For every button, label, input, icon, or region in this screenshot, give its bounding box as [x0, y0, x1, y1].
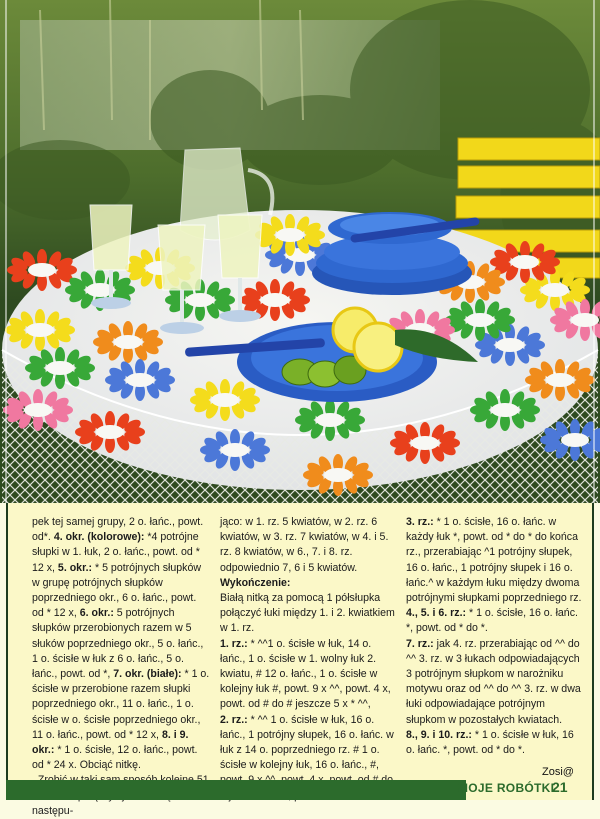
row-3-text: * 1 o. ścisłe, 16 o. łańc. w każdy łuk *, powt. od * do * do końca rz., przerabiając ^1 potrójny słupek, 16 o. łańc., 1 potrójny słupek i 16 o. łańc.^ w każdym łuku między dwoma potrójnymi słupkami poprzedniego rz. — [406, 516, 582, 605]
instructions-panel — [6, 503, 594, 817]
row-2-text: * ^^ 1 o. ścisłe w łuk, 16 o. łańc., 1 potrójny słupek, 16 o. łańc. w łuk z 14 o. poprzedniego rz. # 1 o. ścisłe w kolejny łuk, 16 o. łańc., #, — [220, 713, 394, 772]
row-7-label: 7. rz.: — [406, 637, 434, 650]
round-label: 4. okr. (kolorowe): — [53, 531, 145, 544]
instruction-text: * 1 o. ścisłe, 12 o. łańc., powt. od * 24 x. Obciąć nitkę. — [32, 744, 198, 772]
instruction-text: * 1 o. ścisłe w przerobione razem słupki poprzedniego okr., 11 o. łańc., 1 o. ścisłe w o. ścisłe poprzedniego okr., 11 o. łańc., powt. od * 12 x, — [32, 668, 210, 741]
column-2-top-text: jąco: w 1. rz. 5 kwiatów, w 2. rz. 6 kwiatów, w 3. rz. 7 kwiatów, w 4. i 5. rz. 8 kwiatów, w 6., 7. i 8. rz. odpowiednio 7, 6 i 5 kwiatów. — [220, 516, 389, 574]
instruction-text: następu- — [32, 804, 74, 817]
instruction-text: 5 potrójnych słupków przerobionych razem w 5 słuków poprzedniego okr., 5 o. łańc., 1 o. ścisłe w łuk z 6 o. łańc., 5 o. łańc., powt. od *, — [32, 607, 204, 681]
row-4-6-text: * 1 o. ścisłe, 16 o. łańc. *, powt. od * do *. — [406, 607, 578, 635]
instruction-text: pek tej samej grupy, 2 o. łańc., powt. od — [32, 516, 204, 544]
signature-text: Zosi@ — [542, 766, 574, 778]
round-label: 5. okr.: — [57, 561, 93, 574]
footer-bar — [6, 780, 466, 800]
row-1-label: 1. rz.: — [220, 637, 248, 650]
round-label: 8. i 9. okr.: — [32, 728, 189, 757]
row-2-label: 2. rz.: — [220, 713, 248, 726]
row-8-10-label: 8., 9. i 10. rz.: — [406, 728, 472, 741]
row-8-10-text: * 1 o. ścisłe w łuk, 16 o. łańc. *, powt. od * do *. — [406, 728, 574, 757]
instruction-text: * 5 potrójnych słupków w grupę potrójnych słupków poprzedniego okr., 6 o. łańc., powt. od * 12 x, — [32, 561, 202, 620]
plate-stack — [312, 212, 480, 295]
finishing-intro: Białą nitką za pomocą 1 półsłupka połączyć łuki między 1. i 2. kwiatkiem w 1. rz. — [220, 592, 395, 635]
instructions-column-2 — [220, 515, 398, 804]
row-7-text: jak 4. rz. przerabiając od ^^ do ^^ 3. rz. w 3 łukach odpowiadających 3 potrójnym słupkom w narożniku motywu oraz od ^^ do ^^ 3. rz. w dwa łuki odpowiadające potrójnym słupkom w pozostałych kwiatach. — [406, 637, 581, 726]
instructions-column-1 — [32, 515, 210, 819]
page-number: 21 — [552, 779, 568, 795]
row-4-6-label: 4., 5. i 6. rz.: — [406, 607, 467, 620]
round-label: 7. okr. (białe): — [113, 668, 182, 681]
magazine-name: MOJE ROBÓTKI — [458, 781, 555, 795]
instruction-text: *. — [43, 531, 54, 544]
row-1-text: * ^^1 o. ścisłe w łuk, 14 o. łańc., 1 o. ścisłe w 1. wolny łuk 2. kwiatu, # 12 o. łańc., 1 o. ścisłe w kolejny łuk #, powt. 9 x ^^, powt. 4 x, powt. od # do # jeszcze 5 x * ^^, — [220, 637, 391, 711]
instructions-column-3 — [406, 515, 584, 758]
row-3-label: 3. rz.: — [406, 516, 434, 528]
finishing-heading: Wykończenie: — [220, 576, 291, 589]
instruction-text: *4 potrójne słupki w 1. łuk, 2 o. łańc., powt. od * 12 x, — [32, 531, 200, 574]
round-label: 6. okr.: — [79, 607, 114, 620]
